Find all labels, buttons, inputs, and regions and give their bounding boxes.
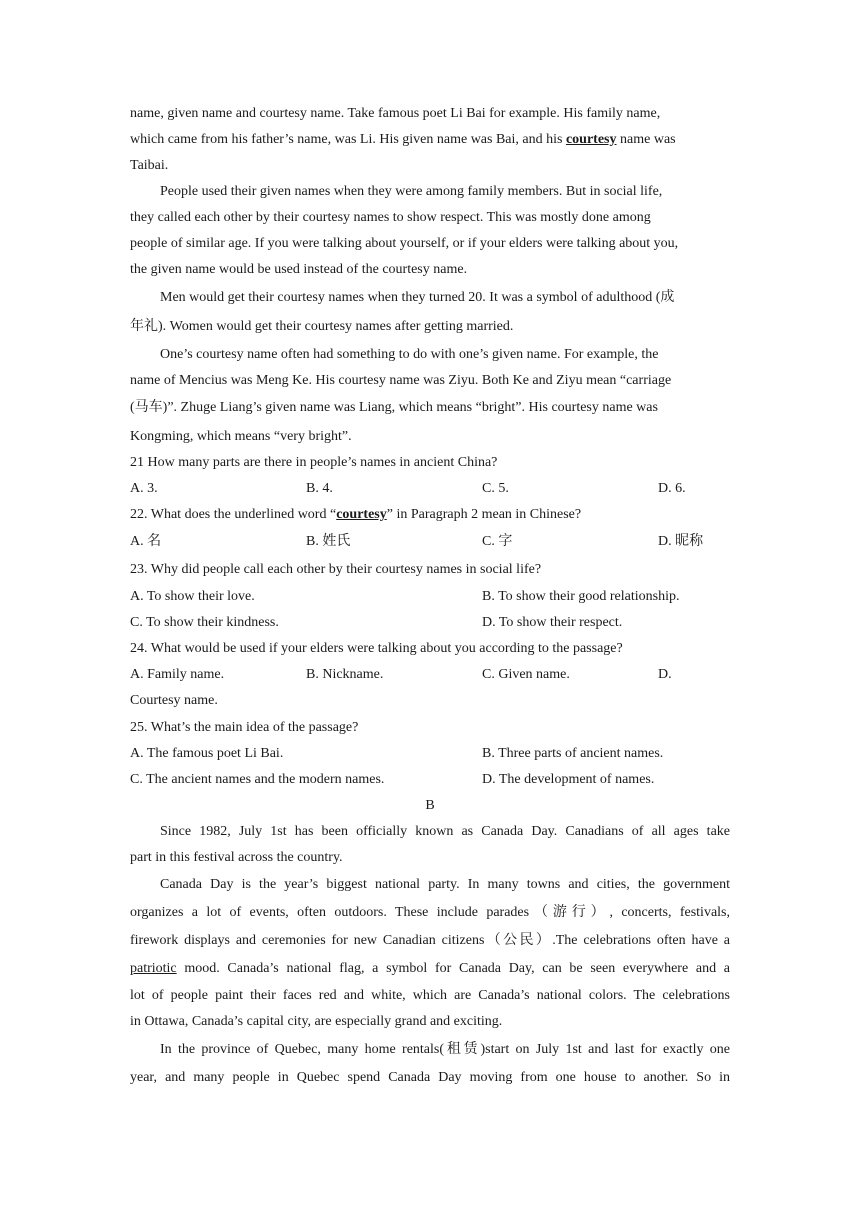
passage-a-line: 年礼). Women would get their courtesy names after getting married. xyxy=(130,319,514,334)
option-d-text[interactable]: Courtesy name. xyxy=(130,693,218,708)
question-25-stem: 25. What’s the main idea of the passage? xyxy=(130,720,359,735)
passage-a-line: People used their given names when they were among family members. But in social life, xyxy=(160,184,663,199)
question-22-options xyxy=(130,532,730,552)
option-c[interactable]: C. 字 xyxy=(482,534,513,549)
passage-a-line: Taibai. xyxy=(130,158,169,173)
option-a[interactable]: A. Family name. xyxy=(130,667,225,682)
underlined-word-courtesy: courtesy xyxy=(336,507,387,522)
option-a[interactable]: A. 3. xyxy=(130,481,158,496)
passage-a-line: One’s courtesy name often had something to do with one’s given name. For example, the xyxy=(160,347,659,362)
question-22-stem: 22. What does the underlined word “courtesy” in Paragraph 2 mean in Chinese? xyxy=(130,507,582,522)
passage-a-line: they called each other by their courtesy names to show respect. This was mostly done among xyxy=(130,210,651,225)
underlined-word-patriotic: patriotic xyxy=(130,961,177,976)
passage-b-line: patriotic mood. Canada’s national flag, a symbol for Canada Day, can be seen everywhere and a xyxy=(130,961,730,976)
option-d[interactable]: D. 昵称 xyxy=(658,534,704,549)
option-b[interactable]: B. Three parts of ancient names. xyxy=(482,746,664,761)
question-24-stem: 24. What would be used if your elders were talking about you according to the passage? xyxy=(130,641,623,656)
option-d[interactable]: D. xyxy=(658,667,672,682)
passage-b-line: Since 1982, July 1st has been officially known as Canada Day. Canadians of all ages take xyxy=(160,824,730,839)
option-d[interactable]: D. To show their respect. xyxy=(482,615,623,630)
passage-a-line: name, given name and courtesy name. Take famous poet Li Bai for example. His family name, xyxy=(130,106,661,121)
passage-b-line: lot of people paint their faces red and white, which are Canada’s national colors. The celebrations xyxy=(130,988,730,1003)
question-25-options-row2 xyxy=(130,770,730,790)
underlined-word-courtesy: courtesy xyxy=(565,132,617,147)
option-c[interactable]: C. To show their kindness. xyxy=(130,615,279,630)
passage-a-line: (马车)”. Zhuge Liang’s given name was Liang, which means “bright”. His courtesy name was xyxy=(130,400,658,415)
passage-b-line: part in this festival across the country. xyxy=(130,850,343,865)
passage-a-line: Men would get their courtesy names when they turned 20. It was a symbol of adulthood (成 xyxy=(160,290,675,305)
passage-b-line: In the province of Quebec, many home rentals(租赁)start on July 1st and last for exactly one xyxy=(160,1042,730,1057)
question-21-stem: 21 How many parts are there in people’s names in ancient China? xyxy=(130,455,498,470)
passage-b-heading: B xyxy=(425,798,435,813)
option-c[interactable]: C. Given name. xyxy=(482,667,570,682)
option-b[interactable]: B. 4. xyxy=(306,481,333,496)
passage-a-line: which came from his father’s name, was Li. His given name was Bai, and his courtesy name was xyxy=(130,132,676,147)
option-b[interactable]: B. 姓氏 xyxy=(306,534,351,549)
passage-a-line: people of similar age. If you were talking about yourself, or if your elders were talking about you, xyxy=(130,236,679,251)
option-a[interactable]: A. The famous poet Li Bai. xyxy=(130,746,284,761)
option-c[interactable]: C. The ancient names and the modern names. xyxy=(130,772,385,787)
option-d[interactable]: D. The development of names. xyxy=(482,772,655,787)
option-b[interactable]: B. To show their good relationship. xyxy=(482,589,680,604)
passage-b-line: firework displays and ceremonies for new Canadian citizens（公民）.The celebrations often have a xyxy=(130,933,730,948)
passage-a-line: name of Mencius was Meng Ke. His courtesy name was Ziyu. Both Ke and Ziyu mean “carriage xyxy=(130,373,672,388)
passage-a-line: Kongming, which means “very bright”. xyxy=(130,429,352,444)
passage-b-line: year, and many people in Quebec spend Canada Day moving from one house to another. So in xyxy=(130,1070,730,1085)
passage-b-line: in Ottawa, Canada’s capital city, are especially grand and exciting. xyxy=(130,1014,503,1029)
question-25-options-row1 xyxy=(130,744,730,764)
passage-a-line: the given name would be used instead of the courtesy name. xyxy=(130,262,468,277)
passage-b-line: organizes a lot of events, often outdoors. These include parades（游行）, concerts, festivals, xyxy=(130,905,730,920)
question-24-options xyxy=(130,665,730,685)
question-23-stem: 23. Why did people call each other by their courtesy names in social life? xyxy=(130,562,542,577)
question-23-options-row2 xyxy=(130,613,730,633)
option-a[interactable]: A. To show their love. xyxy=(130,589,255,604)
option-d[interactable]: D. 6. xyxy=(658,481,686,496)
option-a[interactable]: A. 名 xyxy=(130,534,162,549)
option-c[interactable]: C. 5. xyxy=(482,481,509,496)
question-21-options xyxy=(130,479,730,499)
passage-b-line: Canada Day is the year’s biggest national party. In many towns and cities, the government xyxy=(160,877,730,892)
option-b[interactable]: B. Nickname. xyxy=(306,667,384,682)
question-23-options-row1 xyxy=(130,587,730,607)
